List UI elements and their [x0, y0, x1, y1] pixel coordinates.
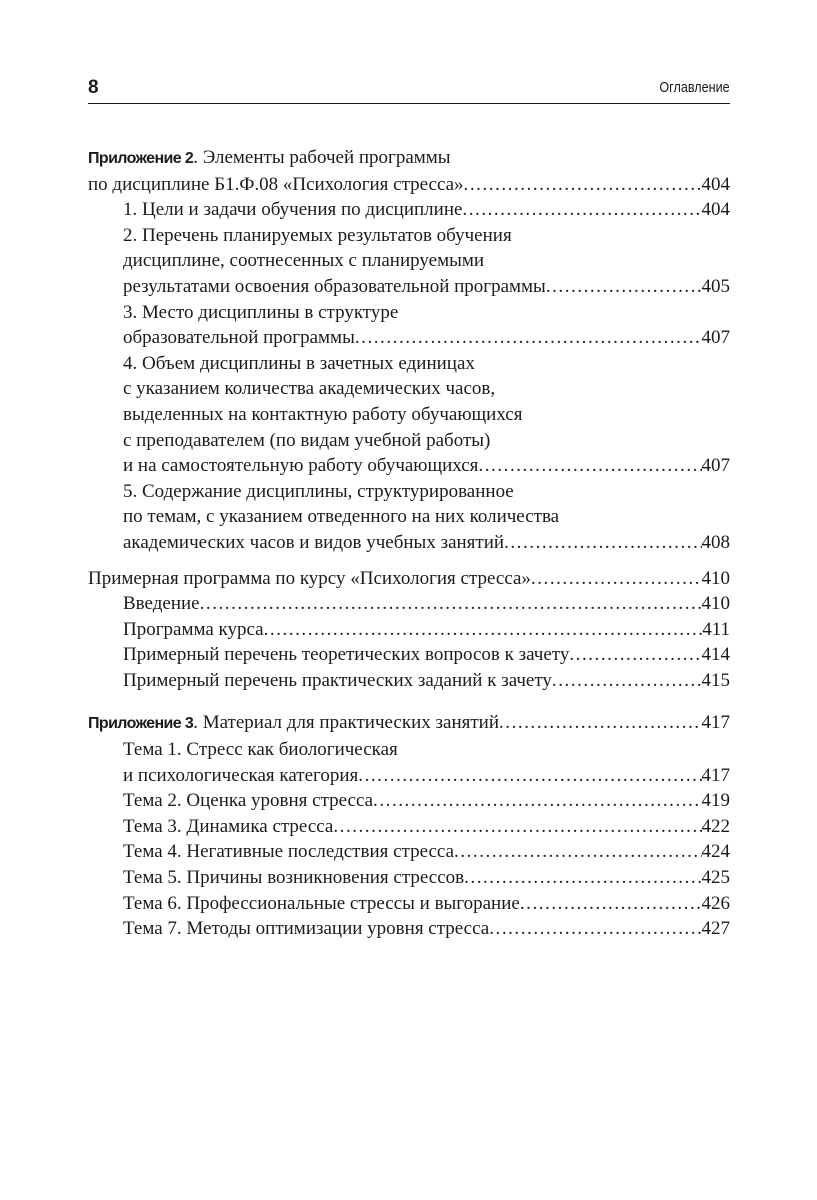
- toc-entry-title: Тема 7. Методы оптимизации уровня стресса: [123, 918, 490, 940]
- page-number: 8: [88, 77, 99, 98]
- toc-subentry[interactable]: [88, 737, 730, 788]
- toc-entry-last-line: [88, 172, 730, 198]
- dot-leader: [546, 274, 702, 300]
- toc-entry-line: 5. Содержание дисциплины, структурированное: [123, 480, 514, 502]
- toc-subentry[interactable]: [88, 300, 730, 351]
- dot-leader: [464, 172, 702, 198]
- toc-entry-appendix-2[interactable]: [88, 145, 730, 197]
- toc-section-appendix-2: [88, 145, 730, 556]
- toc-entry-appendix-3[interactable]: [88, 710, 730, 737]
- toc-page-number: 414: [701, 644, 730, 666]
- dot-leader: [462, 197, 701, 223]
- table-of-contents: [88, 145, 730, 942]
- toc-page-number: 411: [702, 618, 730, 640]
- toc-page-number: 417: [701, 764, 730, 786]
- dot-leader: [373, 788, 701, 814]
- toc-section-program: [88, 566, 730, 694]
- toc-page-number: 425: [701, 867, 730, 889]
- toc-entry-title: и психологическая категория: [123, 764, 359, 786]
- toc-entry-title: Введение: [123, 593, 200, 615]
- dot-leader: [358, 763, 701, 789]
- toc-page-number: 415: [701, 669, 730, 691]
- dot-leader: [454, 839, 701, 865]
- toc-subentry[interactable]: [88, 668, 730, 694]
- toc-subentry[interactable]: [88, 814, 730, 840]
- running-title: Оглавление: [659, 79, 730, 96]
- toc-entry-title: Примерная программа по курсу «Психология стресса»: [88, 567, 531, 589]
- toc-entry-line: с преподавателем (по видам учебной работы): [123, 429, 491, 451]
- toc-page-number: 417: [701, 712, 730, 734]
- dot-leader: [531, 566, 702, 592]
- toc-entry-title: и на самостоятельную работу обучающихся: [123, 455, 479, 477]
- toc-subentry[interactable]: [88, 591, 730, 617]
- page-header: [88, 76, 730, 104]
- toc-subentry[interactable]: [88, 865, 730, 891]
- dot-leader: [569, 642, 701, 668]
- toc-page-number: 426: [701, 892, 730, 914]
- toc-page-number: 407: [701, 455, 730, 477]
- toc-page-number: 422: [701, 815, 730, 837]
- appendix-label: Приложение 3: [88, 715, 194, 733]
- toc-entry-line: по темам, с указанием отведенного на них количества: [123, 506, 560, 528]
- toc-entry-title: Тема 6. Профессиональные стрессы и выгорание: [123, 892, 520, 914]
- toc-page-number: 410: [701, 593, 730, 615]
- toc-subentry[interactable]: [88, 617, 730, 643]
- appendix-label: Приложение 2: [88, 150, 194, 167]
- toc-subentry[interactable]: [88, 223, 730, 300]
- toc-entry-first-line: [88, 145, 730, 172]
- toc-page-number: 427: [701, 918, 730, 940]
- toc-subentry[interactable]: [88, 916, 730, 942]
- toc-page-number: 424: [701, 841, 730, 863]
- toc-subentry[interactable]: [88, 479, 730, 556]
- toc-entry-line: 3. Место дисциплины в структуре: [123, 301, 399, 323]
- toc-entry-line: дисциплине, соотнесенных с планируемыми: [123, 250, 485, 272]
- dot-leader: [464, 865, 701, 891]
- toc-subentry[interactable]: [88, 891, 730, 917]
- toc-page-number: 419: [701, 790, 730, 812]
- toc-entry-title: по дисциплине Б1.Ф.08 «Психология стресса»: [88, 173, 464, 195]
- toc-entry-title: Примерный перечень теоретических вопросов к зачету: [123, 644, 570, 666]
- dot-leader: [200, 591, 702, 617]
- toc-entry-title: Программа курса: [123, 618, 264, 640]
- toc-entry-title: образовательной программы: [123, 327, 355, 349]
- toc-entry-line: Тема 1. Стресс как биологическая: [123, 739, 398, 761]
- toc-page-number: 404: [701, 199, 730, 221]
- toc-entry-title: Тема 3. Динамика стресса: [123, 815, 334, 837]
- dot-leader: [552, 668, 702, 694]
- toc-entry-program[interactable]: [88, 566, 730, 592]
- toc-entry-title: Примерный перечень практических заданий к зачету: [123, 669, 552, 691]
- toc-entry-line: 2. Перечень планируемых результатов обучения: [123, 224, 512, 246]
- toc-subentry[interactable]: [88, 197, 730, 223]
- toc-page-number: 407: [701, 327, 730, 349]
- toc-entry-line: 4. Объем дисциплины в зачетных единицах: [123, 352, 475, 374]
- toc-entry-title: [88, 710, 499, 737]
- toc-page-number: 404: [701, 173, 730, 195]
- toc-entry-title: Тема 4. Негативные последствия стресса: [123, 841, 455, 863]
- toc-page-number: 410: [701, 567, 730, 589]
- dot-leader: [355, 325, 702, 351]
- dot-leader: [264, 617, 703, 643]
- toc-section-appendix-3: [88, 710, 730, 941]
- toc-page-number: 408: [701, 531, 730, 553]
- dot-leader: [520, 891, 702, 917]
- toc-entry-title: академических часов и видов учебных занятий: [123, 531, 505, 553]
- toc-subentry[interactable]: [88, 351, 730, 479]
- appendix-title: . Материал для практических занятий: [193, 712, 499, 734]
- toc-entry-title: Тема 5. Причины возникновения стрессов: [123, 867, 465, 889]
- toc-subentry[interactable]: [88, 788, 730, 814]
- toc-entry-title: 1. Цели и задачи обучения по дисциплине: [123, 199, 463, 221]
- toc-entry-line: с указанием количества академических часов,: [123, 378, 496, 400]
- dot-leader: [499, 710, 702, 737]
- dot-leader: [333, 814, 701, 840]
- toc-subentry[interactable]: [88, 839, 730, 865]
- toc-entry-title: Тема 2. Оценка уровня стресса: [123, 790, 374, 812]
- appendix-title: . Элементы рабочей программы: [193, 147, 451, 168]
- dot-leader: [478, 453, 701, 479]
- toc-page-number: 405: [701, 275, 730, 297]
- toc-subentry[interactable]: [88, 642, 730, 668]
- dot-leader: [489, 916, 701, 942]
- toc-entry-title: результатами освоения образовательной программы: [123, 275, 546, 297]
- dot-leader: [504, 530, 701, 556]
- toc-entry-line: выделенных на контактную работу обучающихся: [123, 403, 523, 425]
